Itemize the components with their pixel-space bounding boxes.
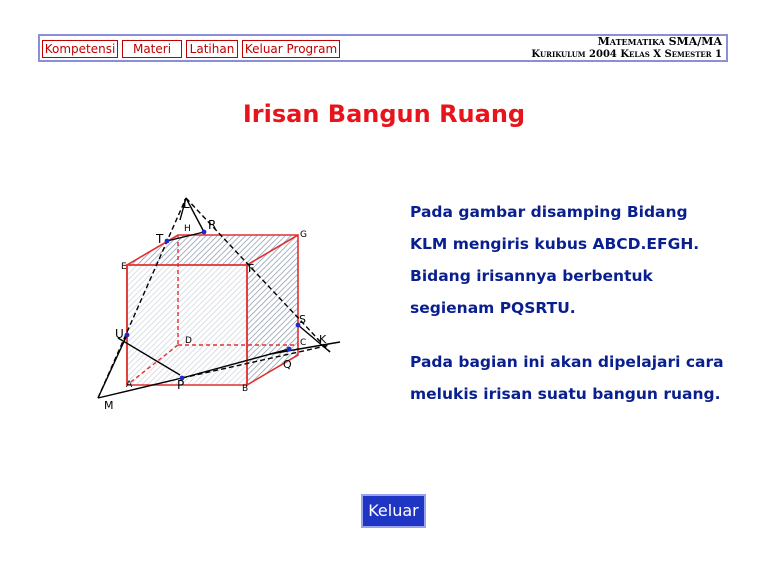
nav-materi-button[interactable]: Materi bbox=[122, 40, 182, 58]
nav-keluar-program-button[interactable]: Keluar Program bbox=[242, 40, 340, 58]
label-R: R bbox=[208, 218, 217, 232]
label-Q: Q bbox=[283, 358, 292, 371]
hatched-faces bbox=[127, 235, 298, 385]
label-M: M bbox=[104, 399, 114, 412]
label-U: U bbox=[115, 327, 124, 341]
page-title: Irisan Bangun Ruang bbox=[242, 100, 526, 128]
label-P: P bbox=[177, 378, 185, 392]
label-K: K bbox=[319, 333, 327, 346]
label-L: L bbox=[183, 197, 190, 211]
label-G: G bbox=[300, 230, 307, 240]
nav-kompetensi-button[interactable]: Kompetensi bbox=[42, 40, 118, 58]
label-E: E bbox=[121, 262, 127, 272]
header-subject: Matematika SMA/MA bbox=[597, 35, 722, 48]
label-T: T bbox=[156, 232, 164, 246]
label-C: C bbox=[300, 338, 307, 348]
label-A: A bbox=[126, 380, 133, 390]
header-curriculum: Kurikulum 2004 Kelas X Semester 1 bbox=[531, 49, 722, 60]
label-F: F bbox=[248, 262, 255, 275]
nav-latihan-button[interactable]: Latihan bbox=[186, 40, 238, 58]
keluar-button[interactable]: Keluar bbox=[361, 494, 426, 528]
label-D: D bbox=[185, 336, 192, 346]
description-paragraph: Pada gambar disamping Bidang KLM mengiris kubus ABCD.EFGH. Bidang irisannya berbentuk segienam PQSRTU. bbox=[410, 203, 700, 317]
label-H: H bbox=[184, 224, 191, 234]
label-S: S bbox=[299, 313, 306, 326]
label-B: B bbox=[242, 384, 249, 394]
intro-paragraph: Pada bagian ini akan dipelajari cara melukis irisan suatu bangun ruang. bbox=[410, 353, 724, 403]
